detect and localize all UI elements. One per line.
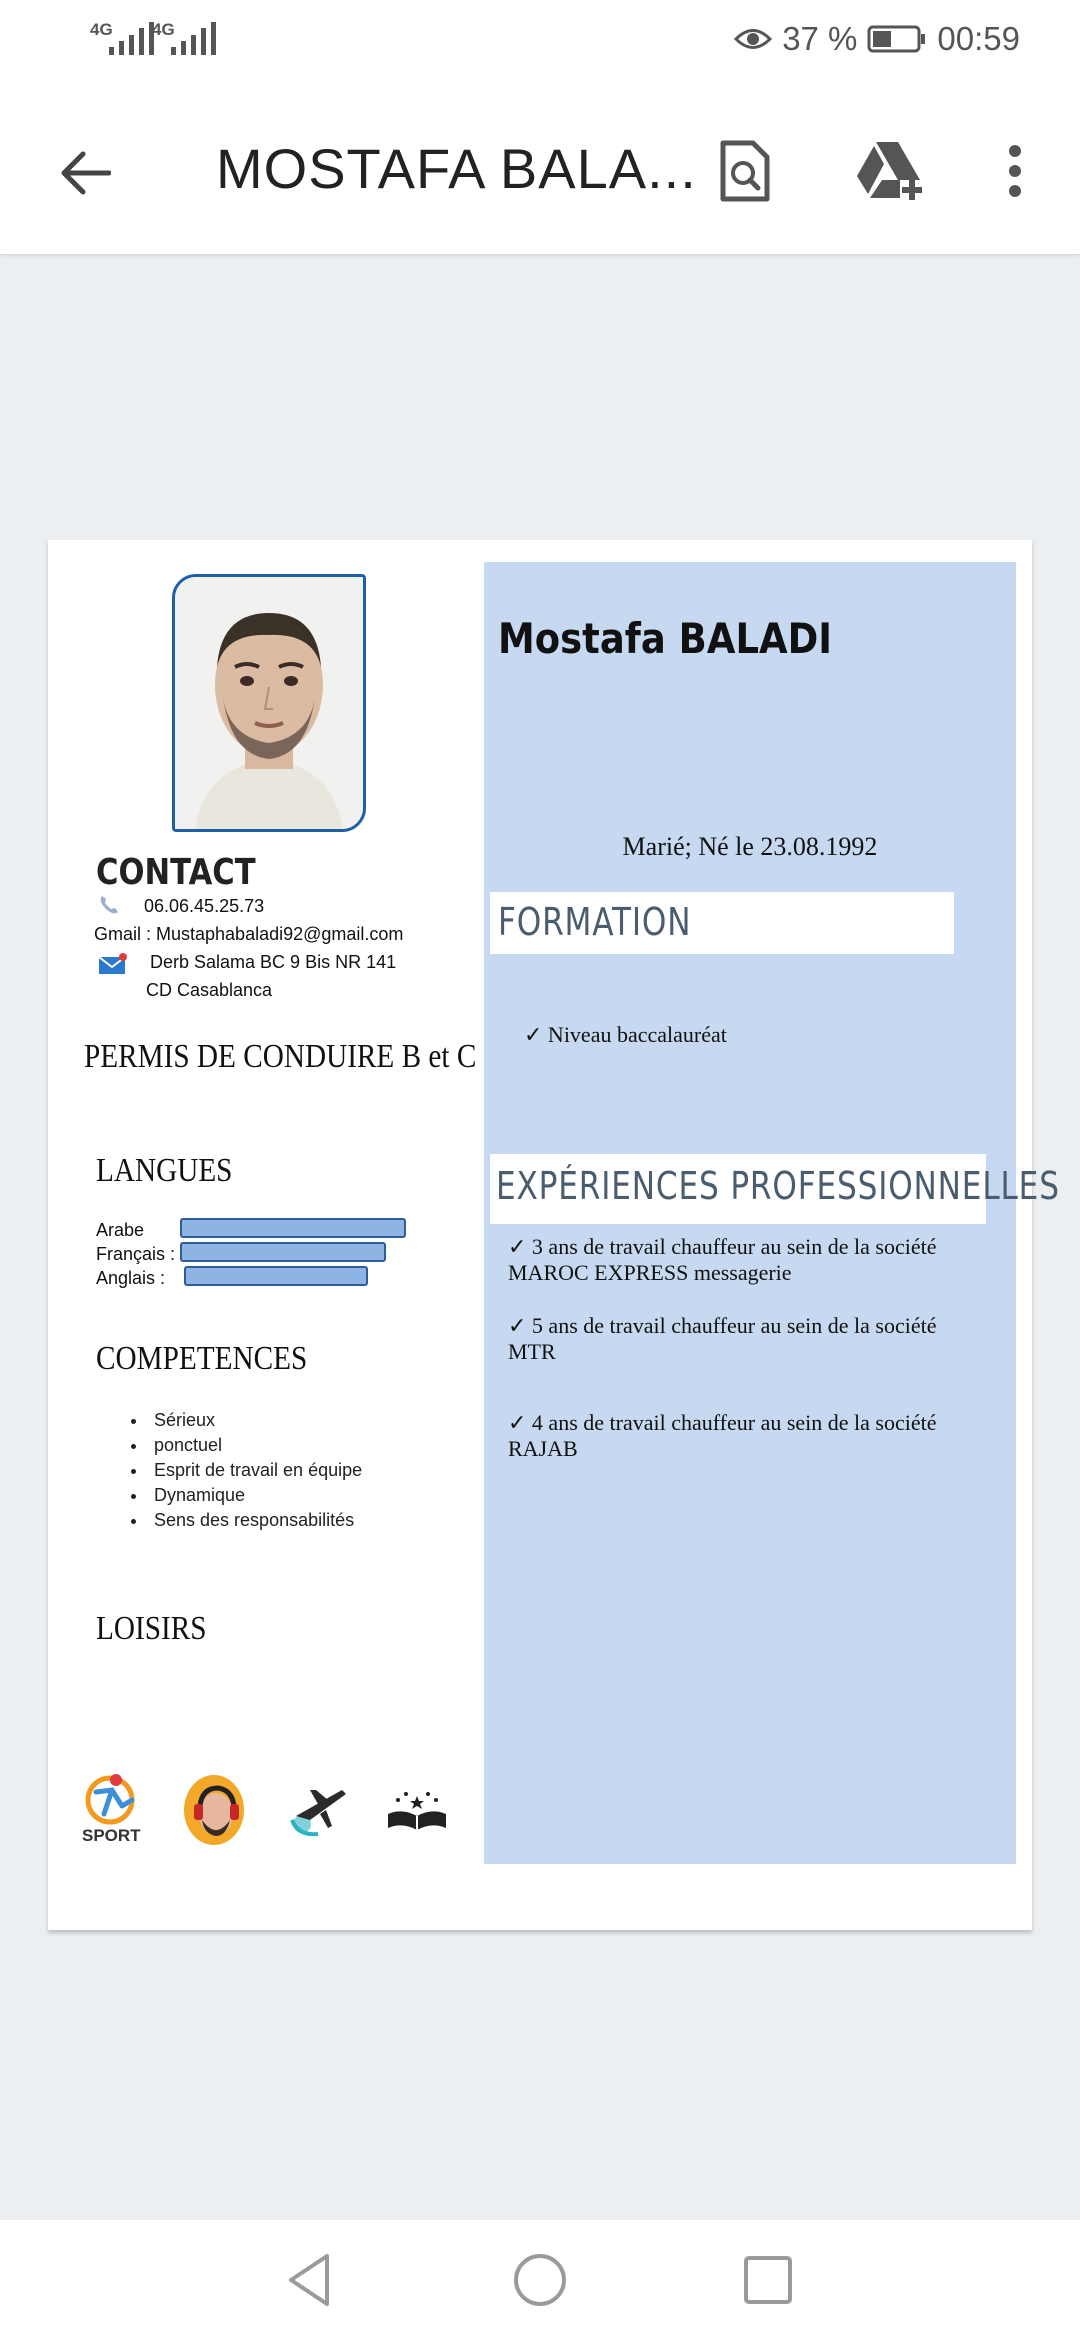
formation-heading: FORMATION bbox=[498, 900, 692, 944]
permis-heading: PERMIS DE CONDUIRE B et C bbox=[84, 1038, 477, 1075]
sport-label: SPORT bbox=[82, 1826, 141, 1845]
experience-line: MTR bbox=[508, 1339, 556, 1364]
langue-label: Français : bbox=[96, 1244, 176, 1264]
sport-icon bbox=[78, 1770, 142, 1850]
document-search-icon[interactable] bbox=[710, 134, 780, 208]
list-item: • Dynamique bbox=[148, 1483, 362, 1508]
langue-level-bar bbox=[184, 1266, 368, 1286]
nav-home-icon[interactable] bbox=[500, 2240, 580, 2320]
music-headphones-icon bbox=[182, 1774, 246, 1851]
clock: 00:59 bbox=[937, 20, 1020, 57]
list-item: • Sérieux bbox=[148, 1408, 362, 1433]
drive-add-icon[interactable] bbox=[850, 134, 930, 208]
eye-comfort-icon bbox=[734, 26, 772, 52]
competences-list bbox=[96, 1408, 362, 1533]
experience-line: MAROC EXPRESS messagerie bbox=[508, 1260, 792, 1285]
list-item: • Esprit de travail en équipe bbox=[148, 1458, 362, 1483]
experience-line: RAJAB bbox=[508, 1436, 578, 1461]
langue-level-bar bbox=[180, 1242, 386, 1262]
langue-label: Arabe bbox=[96, 1220, 145, 1240]
system-nav-bar bbox=[0, 2220, 1080, 2340]
envelope-icon bbox=[98, 952, 128, 976]
network-type: 4G bbox=[152, 20, 175, 39]
document-title: MOSTAFA BALA... bbox=[216, 137, 697, 200]
network-type: 4G bbox=[90, 20, 113, 39]
person-name: Mostafa BALADI bbox=[498, 614, 833, 663]
travel-plane-icon bbox=[288, 1780, 348, 1845]
langue-label: Anglais : bbox=[96, 1268, 166, 1288]
status-right bbox=[734, 20, 1020, 58]
langues-heading: LANGUES bbox=[96, 1152, 233, 1189]
contact-address-line1: Derb Salama BC 9 Bis NR 141 bbox=[150, 952, 397, 972]
book-reading-icon bbox=[386, 1780, 448, 1841]
contact-heading: CONTACT bbox=[96, 852, 256, 893]
civil-status: Marié; Né le 23.08.1992 bbox=[622, 832, 878, 861]
nav-back-icon[interactable] bbox=[270, 2240, 350, 2320]
experience-line: ✓ 5 ans de travail chauffeur au sein de la société bbox=[508, 1313, 937, 1338]
signal-icon bbox=[90, 22, 154, 55]
loisirs-heading: LOISIRS bbox=[96, 1610, 207, 1647]
back-arrow-icon[interactable] bbox=[50, 138, 120, 208]
experience-line: ✓ 3 ans de travail chauffeur au sein de la société bbox=[508, 1234, 937, 1259]
contact-email: Gmail : Mustaphabaladi92@gmail.com bbox=[94, 924, 404, 944]
contact-phone: 06.06.45.25.73 bbox=[144, 896, 265, 916]
list-item: • ponctuel bbox=[148, 1433, 362, 1458]
status-bar bbox=[0, 0, 1080, 84]
cv-page[interactable] bbox=[48, 540, 1060, 1930]
experiences-heading: EXPÉRIENCES PROFESSIONNELLES bbox=[496, 1164, 1060, 1208]
formation-item: ✓ Niveau baccalauréat bbox=[524, 1022, 727, 1047]
experience-line: ✓ 4 ans de travail chauffeur au sein de la société bbox=[508, 1410, 937, 1435]
competences-heading: COMPETENCES bbox=[96, 1340, 308, 1377]
signal-icon bbox=[152, 22, 216, 55]
phone-icon bbox=[98, 894, 120, 916]
contact-address-line2: CD Casablanca bbox=[146, 980, 273, 1000]
battery-icon bbox=[867, 24, 927, 54]
nav-recents-icon[interactable] bbox=[728, 2240, 808, 2320]
list-item: • Sens des responsabilités bbox=[148, 1508, 362, 1533]
more-vert-icon[interactable] bbox=[990, 134, 1040, 208]
battery-percent: 37 % bbox=[782, 20, 858, 57]
langue-level-bar bbox=[180, 1218, 406, 1238]
right-column bbox=[484, 562, 1060, 1864]
profile-photo bbox=[172, 574, 366, 832]
app-bar bbox=[0, 84, 1080, 255]
